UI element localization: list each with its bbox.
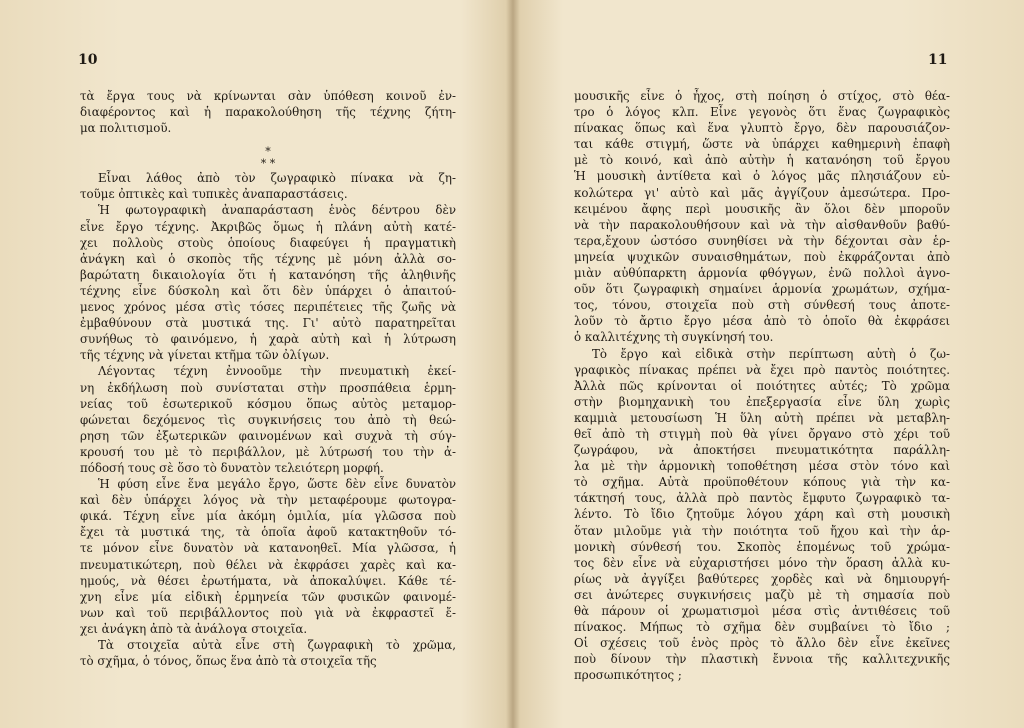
text-line: προσωπικότητος ; bbox=[574, 668, 682, 683]
text-line: συνήθως τὸ φαινόμενο, ἡ χαρὰ αὐτὴ καὶ ἡ λύτρωση bbox=[80, 332, 456, 347]
text-line: καμμιὰ μετουσίωση Ἡ ὕλη αὐτὴ πρέπει νὰ μεταβλη- bbox=[574, 410, 950, 425]
text-line: πόδοσή τους σὲ ὅσο τὸ δυνατὸν τελειότερη μορφή. bbox=[80, 460, 384, 475]
text-line: τερα,ἔχουν ὡστόσο συνηθίσει νὰ τὴν δέχονται σὰν ἑρ- bbox=[574, 233, 950, 248]
text-line: Εἶναι λάθος ἀπὸ τὸν ζωγραφικὸ πίνακα νὰ ζη- bbox=[98, 171, 456, 186]
text-line: μονικὴ σύνθεσή του. Σκοπὸς ἑπομένως τοῦ χρώμα- bbox=[574, 539, 950, 554]
text-line: ρίως νὰ ἀγγίξει βαθύτερες χορδὲς καὶ νὰ δημιουργή- bbox=[574, 571, 950, 586]
left-page-body bbox=[80, 170, 456, 669]
text-line: σει ἀνώτερες συγκινήσεις μαζὺ μὲ τὴ σημασία ποὺ bbox=[574, 587, 950, 602]
text-line: φώνεται δεχόμενος τὶς συγκινήσεις του ἀπὸ τὴ θεώ- bbox=[80, 412, 456, 427]
text-line: τὸ σχῆμα, ὁ τόνος, ὅπως ἕνα ἀπὸ τὰ στοιχεῖα τῆς bbox=[80, 654, 377, 669]
book-gutter bbox=[506, 0, 520, 728]
text-line: Ἡ φύση εἶνε ἕνα μεγάλο ἔργο, ὥστε δὲν εἶνε δυνατὸν bbox=[98, 477, 456, 492]
text-line: νείας τοῦ ἐσωτερικοῦ κόσμου ὅπως αὐτὸς μεταμορ- bbox=[80, 396, 456, 411]
text-line: χει πολλοὺς στοὺς ὁποίους διαφεύγει ἡ πραγματικὴ bbox=[80, 235, 456, 250]
text-line: κειμένου ἄφης περὶ μουσικῆς ἂν ὅλοι δὲν μποροῦν bbox=[574, 201, 950, 216]
text-line: ἐμβαθύνουν στὰ μυστικά της. Γι' αὐτὸ παρατηρεῖται bbox=[80, 316, 456, 331]
text-line: διαφέροντος καὶ ἡ παρακολούθηση τῆς τέχνης ζήτη- bbox=[80, 105, 456, 120]
text-line: τε μόνον εἶνε δυνατὸν νὰ κατανοηθεῖ. Μία γλῶσσα, ἡ bbox=[80, 541, 456, 556]
text-line: οῦν ὅτι ζωγραφικὴ σημαίνει ἁρμονία χρωμάτων, σχήμα- bbox=[574, 282, 950, 297]
right-page-text bbox=[574, 88, 950, 683]
text-line: νὰ τὴν παρακολουθήσουν καὶ νὰ τὴν αἰσθανθοῦν βαθύ- bbox=[574, 217, 950, 232]
text-line: ποὺ δίνουν τὴν πλαστικὴ ἔννοια τῆς καλλιτεχνικῆς bbox=[574, 652, 950, 667]
text-line: λα μὲ τὴν ἁρμονικὴ τοποθέτηση μέσα στὸν τόνο καὶ bbox=[574, 459, 950, 474]
text-line: ημούς, νὰ θέσει ἐρωτήματα, νὰ ἀποκαλύψει. Κάθε τέ- bbox=[80, 573, 456, 588]
text-line: θὰ πάρουν οἱ χρωματισμοὶ μέσα στὶς ἀντιθέσεις τοῦ bbox=[574, 604, 950, 618]
text-line: ὁ καλλιτέχνης τὴ συγκίνησή του. bbox=[574, 330, 774, 345]
text-line: τρο ὁ λόγος κλπ. Εἶνε γεγονὸς ὅτι ἕνας ζωγραφικὸς bbox=[574, 105, 950, 120]
text-line: ἔχει τὰ μυστικά της, τὰ ὁποῖα ἀφοῦ κατακτηθοῦν τό- bbox=[80, 525, 456, 540]
text-line: τάκτησή τους, ἀλλὰ πρὸ παντὸς ἔμφυτο ζωγραφικὸ τα- bbox=[574, 491, 950, 506]
text-line: καὶ δὲν ὑπάρχει λόγος νὰ τὴν μεταφέρουμε φωτογρα- bbox=[80, 493, 456, 508]
text-line: ζωγράφου, νὰ ἀποκτήσει πνευματικότητα παράλλη- bbox=[574, 443, 950, 458]
text-line: φικά. Τέχνη εἶνε μία ἀκόμη ὁμιλία, μία γλῶσσα ποὺ bbox=[80, 509, 456, 524]
text-line: τοῦμε ὀπτικὲς καὶ τυπικὲς ἀναπαραστάσεις. bbox=[80, 187, 348, 202]
text-line: βαρώτατη δικαιολογία ὅτι ἡ κατανόηση τῆς ἀληθινῆς bbox=[80, 267, 456, 282]
text-line: μενος χρόνος μέσα στὶς τόσες περιπέτειες τῆς ζωῆς νὰ bbox=[80, 300, 456, 315]
right-page-number: 11 bbox=[928, 52, 948, 68]
text-line: Λέγοντας τέχνη ἐννοοῦμε τὴν πνευματικὴ ἐκεί- bbox=[98, 364, 456, 379]
text-line: μὲ τὸ κοινό, καὶ ἀπὸ αὐτὴν ἡ κατανόηση τοῦ ἔργου bbox=[574, 153, 950, 168]
text-line: μηνεία ψυχικῶν συναισθημάτων, ποὺ ἐκφράζονται ἀπὸ bbox=[574, 249, 950, 264]
left-page-text bbox=[80, 88, 456, 669]
text-line: Τὰ στοιχεῖα αὐτὰ εἶνε στὴ ζωγραφικὴ τὸ χρῶμα, bbox=[98, 638, 456, 652]
text-line: τὰ ἔργα τους νὰ κρίνωνται σὰν ὑπόθεση κοινοῦ ἐν- bbox=[80, 89, 456, 103]
text-line: Οἱ σχέσεις τοῦ ἑνὸς πρὸς τὸ ἄλλο δὲν εἶνε ἐκεῖνες bbox=[574, 636, 950, 651]
text-line: Ἡ μουσικὴ ἀντίθετα καὶ ὁ λόγος μᾶς πλησιάζουν εὐ- bbox=[574, 169, 950, 184]
text-line: κρουσή του μὲ τὸ περιβάλλον, μὲ λύτρωσή του τὴν ἀ- bbox=[80, 444, 456, 459]
left-page-number: 10 bbox=[78, 52, 98, 68]
text-line: τὸ σχῆμα. Αὐτὰ προϋποθέτουν κόπους γιὰ τὴν κα- bbox=[574, 475, 950, 490]
text-line: ται κάθε στιγμή, ὥστε νὰ ὑπάρχει καθημερινὴ ἐπαφὴ bbox=[574, 137, 950, 152]
text-line: τος δὲν εἶνε νὰ εὐχαριστήσει μόνο τὴν ὅραση ἀλλὰ κυ- bbox=[574, 555, 950, 570]
text-line: Τὸ ἔργο καὶ εἰδικὰ στὴν περίπτωση αὐτὴ ὁ ζω- bbox=[592, 346, 950, 361]
text-line: λέντο. Τὸ ἴδιο ζητοῦμε λόγου χάρη καὶ στὴ μουσικὴ bbox=[574, 507, 950, 522]
text-line: μουσικῆς εἶνε ὁ ἦχος, στὴ ποίηση ὁ στίχος, στὸ θέα- bbox=[574, 89, 950, 103]
text-line: θεῖ ἀπὸ τὴ στιγμὴ ποὺ θὰ γίνει ὄργανο στὸ χέρι τοῦ bbox=[574, 426, 950, 441]
left-page-opening-paragraph bbox=[80, 88, 456, 136]
text-line: χνη εἶνε μία εἰδικὴ ἑρμηνεία τῶν φυσικῶν φαινομέ- bbox=[80, 589, 456, 604]
text-line: κολώτερα γι' αὐτὸ καὶ μᾶς ἀγγίζουν ἀμεσώτερα. Προ- bbox=[574, 185, 950, 200]
text-line: τῆς τέχνης νὰ γίνεται κτῆμα τῶν ὀλίγων. bbox=[80, 348, 330, 363]
section-separator-asterisks: * * * bbox=[260, 145, 276, 171]
text-line: εἶνε ἔργο τέχνης. Ἀκριβῶς ὅμως ἡ πλάνη αὐτὴ κατέ- bbox=[80, 219, 456, 234]
text-line: νη ἐκδήλωση ποὺ συνίσταται στὴν προσπάθεια ἑρμη- bbox=[80, 380, 456, 395]
text-line: πίνακος. Μήπως τὸ σχῆμα δὲν συμβαίνει τὸ ἴδιο ; bbox=[574, 620, 950, 635]
text-line: πνευματικώτερη, ποὺ θέλει νὰ ἐκφράσει χαρὲς καὶ κα- bbox=[80, 557, 456, 572]
text-line: Ἡ φωτογραφικὴ ἀναπαράσταση ἑνὸς δέντρου δὲν bbox=[98, 203, 456, 218]
right-page-body bbox=[574, 88, 950, 683]
text-line: ρηση τῶν ἐξωτερικῶν φαινομένων καὶ συχνὰ τὴ σύγ- bbox=[80, 428, 456, 443]
text-line: τέχνης εἶνε δύσκολη καὶ ὅτι δὲν ὑπάρχει ὁ ἀπαιτού- bbox=[80, 283, 456, 298]
text-line: λοῦν τὸ ἄρτιο ἔργο μέσα ἀπὸ τὸ ὁποῖο θὰ ἐκφράσει bbox=[574, 314, 950, 329]
text-line: μιὰν αὐθύπαρκτη ἁρμονία φθόγγων, ἐνῶ πολλοὶ ἀγνο- bbox=[574, 266, 950, 281]
text-line: Ἀλλὰ πῶς κρίνονται οἱ ποιότητες αὐτές; Τὸ χρῶμα bbox=[574, 378, 950, 393]
text-line: νων καὶ τοῦ περιβάλλοντος ποὺ γιὰ νὰ ἐκφραστεῖ ἔ- bbox=[80, 605, 456, 620]
text-line: πίνακας ὅπως καὶ ἕνα γλυπτὸ ἔργο, δὲν παρουσιάζον- bbox=[574, 121, 950, 136]
text-line: γραφικὸς πίνακας πρέπει νὰ ἔχει πρὸ παντὸς ποιότητες. bbox=[574, 362, 950, 377]
text-line: ὅταν μιλοῦμε γιὰ τὴν ποιότητα τοῦ ἤχου καὶ τὴν ἁρ- bbox=[574, 523, 950, 538]
text-line: στὴν βιομηχανικὴ του ἐπεξεργασία εἶνε ὕλη χωρὶς bbox=[574, 394, 950, 409]
text-line: ἀνάγκη καὶ ὁ σκοπὸς τῆς τέχνης μὲ μόνη ἀλλὰ σο- bbox=[80, 251, 456, 266]
text-line: χει ἀνάγκη ἀπὸ τὰ ἀνάλογα στοιχεῖα. bbox=[80, 621, 308, 636]
text-line: τος, τόνου, στοιχεῖα ποὺ στὴ σύνθεσή τους ἀποτε- bbox=[574, 298, 950, 313]
text-line: μα πολιτισμοῦ. bbox=[80, 121, 172, 136]
